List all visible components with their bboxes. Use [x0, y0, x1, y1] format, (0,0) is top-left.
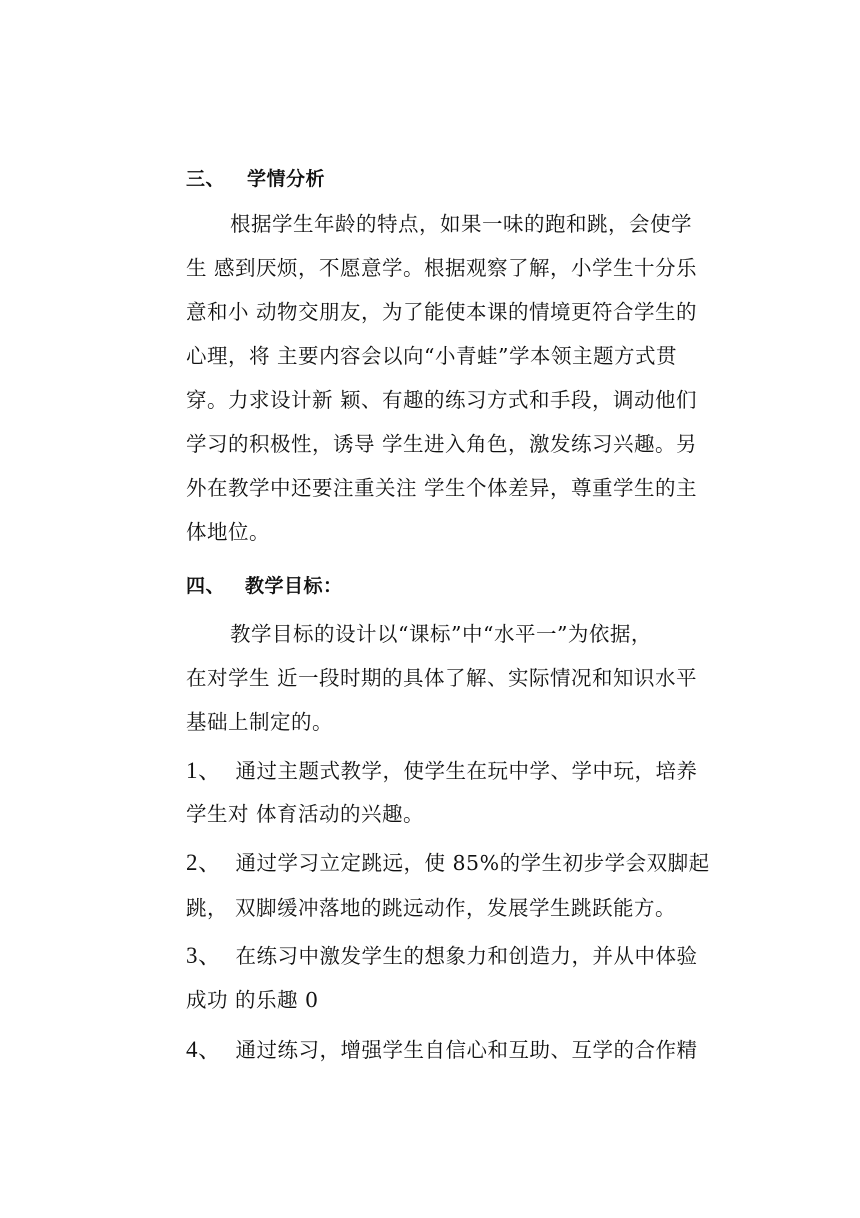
goal-item-4: [186, 1031, 698, 1064]
paragraph-line: 心理，将 主要内容会以向“小青蛙”学本领主题方式贯: [186, 344, 677, 368]
goal-number: 1、: [186, 758, 222, 783]
goal-text: 通过学习立定跳远，使 85%的学生初步学会双脚起: [235, 851, 710, 875]
section-number: 四、: [186, 575, 226, 597]
paragraph-line: 在对学生 近一段时期的具体了解、实际情况和知识水平: [186, 666, 698, 690]
goal-text: 在练习中激发学生的想象力和创造力，并从中体验: [235, 944, 698, 968]
paragraph-line: 学习的积极性，诱导 学生进入角色，激发练习兴趣。另: [186, 432, 698, 456]
paragraph-line: 教学目标的设计以“课标”中“水平一”为依据，: [230, 622, 652, 646]
section-title: 学情分析: [247, 168, 326, 190]
goal-continuation: 学生对 体育活动的兴趣。: [186, 802, 425, 826]
goal-item-2: [186, 844, 710, 877]
section-heading-3: [186, 164, 325, 191]
section-number: 三、: [186, 168, 226, 190]
paragraph-line: 生 感到厌烦，不愿意学。根据观察了解，小学生十分乐: [186, 256, 698, 280]
goal-item-1: [186, 752, 698, 785]
goal-continuation: 成功 的乐趣 0: [186, 988, 319, 1012]
goal-text: 通过主题式教学，使学生在玩中学、学中玩，培养: [235, 759, 698, 783]
goal-text: 通过练习，增强学生自信心和互助、互学的合作精: [235, 1038, 698, 1062]
paragraph-line: 基础上制定的。: [186, 710, 333, 734]
paragraph-line: 体地位。: [186, 520, 270, 544]
paragraph-line: 根据学生年龄的特点，如果一味的跑和跳，会使学: [230, 212, 692, 236]
paragraph-line: 意和小 动物交朋友，为了能使本课的情境更符合学生的: [186, 300, 698, 324]
goal-continuation: 跳， 双脚缓冲落地的跳远动作，发展学生跳跃能方。: [186, 896, 677, 920]
paragraph-line: 外在教学中还要注重关注 学生个体差异，尊重学生的主: [186, 476, 698, 500]
goal-number: 4、: [186, 1037, 222, 1062]
goal-number: 2、: [186, 850, 222, 875]
section-heading-4: [186, 571, 343, 598]
goal-number: 3、: [186, 943, 222, 968]
section-title: 教学目标：: [245, 575, 343, 597]
paragraph-line: 穿。力求设计新 颖、有趣的练习方式和手段，调动他们: [186, 388, 698, 412]
goal-item-3: [186, 937, 698, 970]
